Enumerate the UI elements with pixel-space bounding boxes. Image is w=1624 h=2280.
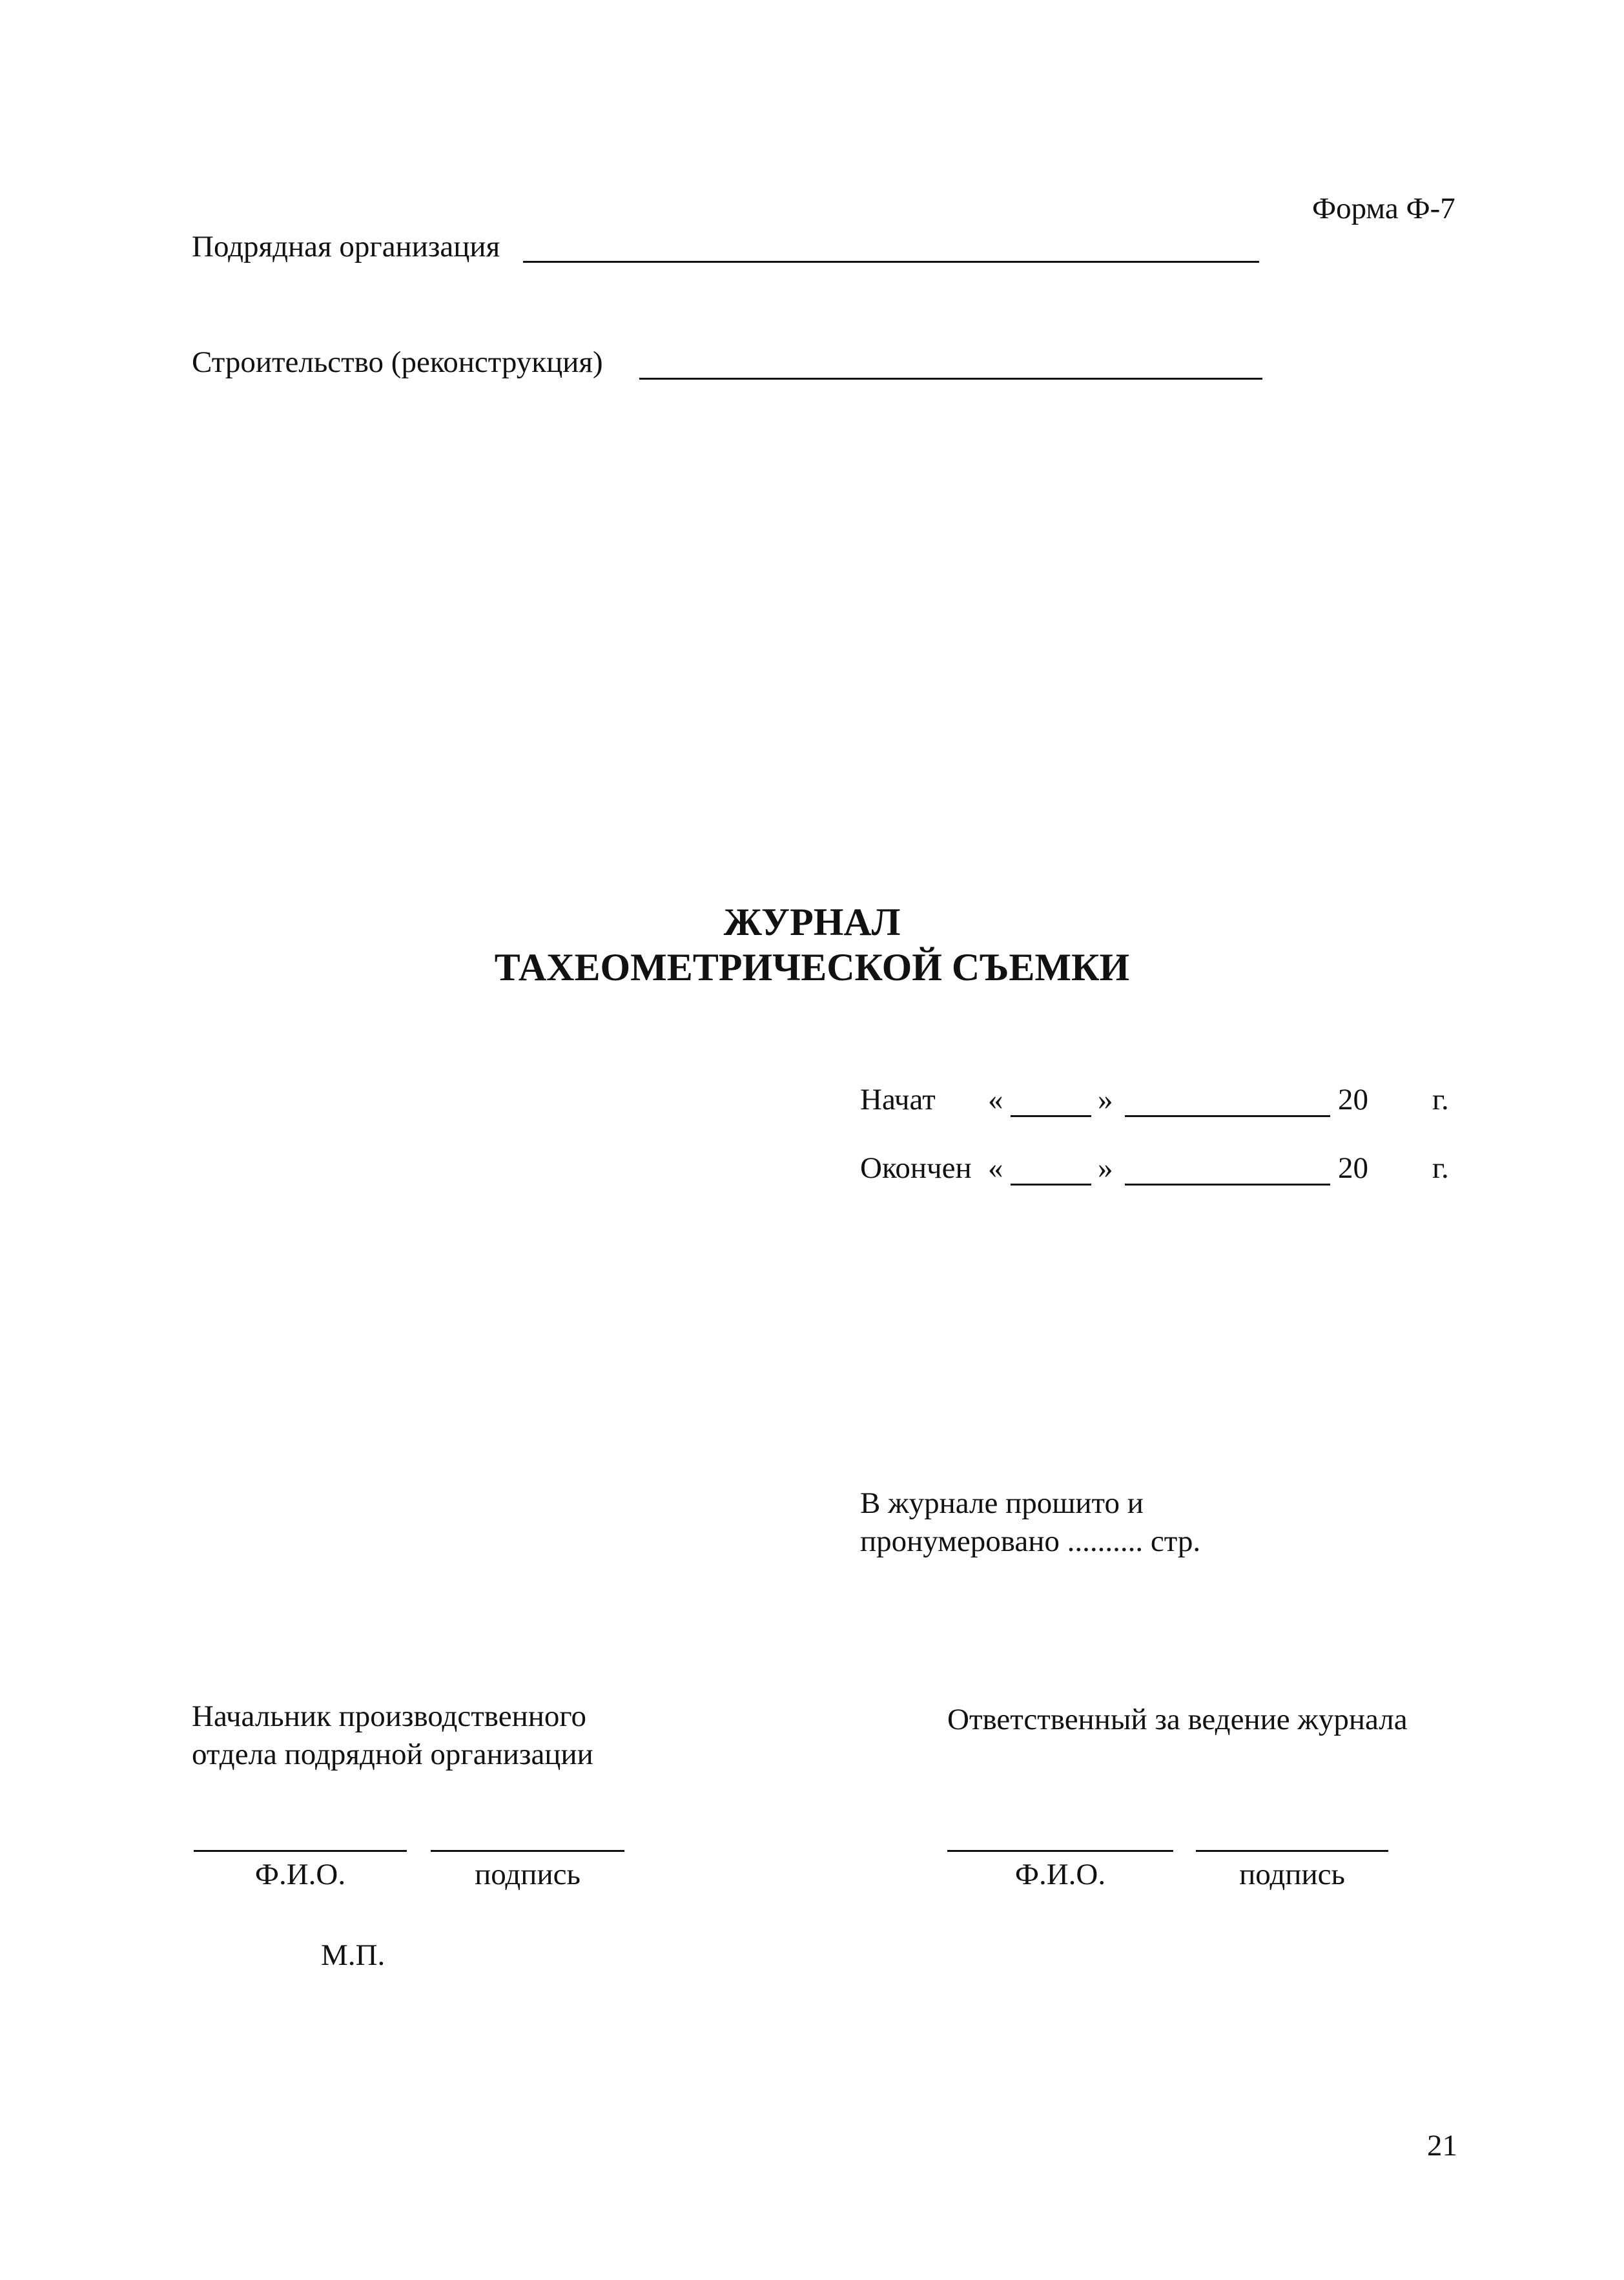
left-name-line[interactable] <box>194 1850 407 1852</box>
construction-label: Строительство (реконструкция) <box>192 345 603 379</box>
started-label: Начат <box>860 1083 936 1116</box>
contractor-field-line[interactable] <box>523 261 1259 263</box>
production-head-title-line2: отдела подрядной организации <box>192 1738 593 1771</box>
right-signature-line[interactable] <box>1196 1850 1388 1852</box>
finished-year-suffix: г. <box>1432 1151 1449 1185</box>
production-head-title-line1: Начальник производственного <box>192 1700 586 1733</box>
binding-note-line1: В журнале прошито и <box>860 1486 1144 1520</box>
started-close-quote: » <box>1098 1083 1113 1116</box>
left-signature-label: подпись <box>475 1858 581 1891</box>
journal-responsible-title: Ответственный за ведение журнала <box>947 1703 1408 1736</box>
binding-note-line2: пронумеровано .......... стр. <box>860 1525 1201 1558</box>
journal-title-line1: ЖУРНАЛ <box>723 901 901 943</box>
started-month-line[interactable] <box>1125 1115 1330 1117</box>
page-number: 21 <box>1427 2129 1457 2162</box>
left-name-label: Ф.И.О. <box>254 1858 346 1891</box>
left-signature-line[interactable] <box>431 1850 624 1852</box>
finished-day-line[interactable] <box>1011 1184 1091 1186</box>
started-day-line[interactable] <box>1011 1115 1091 1117</box>
right-name-label: Ф.И.О. <box>1014 1858 1106 1891</box>
journal-title-line2: ТАХЕОМЕТРИЧЕСКОЙ СЪЕМКИ <box>494 946 1130 989</box>
contractor-label: Подрядная организация <box>192 230 500 263</box>
started-year-prefix: 20 <box>1338 1083 1368 1116</box>
started-open-quote: « <box>988 1083 1003 1116</box>
finished-year-prefix: 20 <box>1338 1151 1368 1185</box>
finished-month-line[interactable] <box>1125 1184 1330 1186</box>
form-label: Форма Ф-7 <box>1312 192 1455 225</box>
finished-close-quote: » <box>1098 1151 1113 1185</box>
stamp-label: М.П. <box>321 1938 385 1972</box>
finished-open-quote: « <box>988 1151 1003 1185</box>
construction-field-line[interactable] <box>639 378 1262 380</box>
right-signature-label: подпись <box>1239 1858 1345 1891</box>
started-year-suffix: г. <box>1432 1083 1449 1116</box>
right-name-line[interactable] <box>947 1850 1173 1852</box>
finished-label: Окончен <box>860 1151 972 1185</box>
